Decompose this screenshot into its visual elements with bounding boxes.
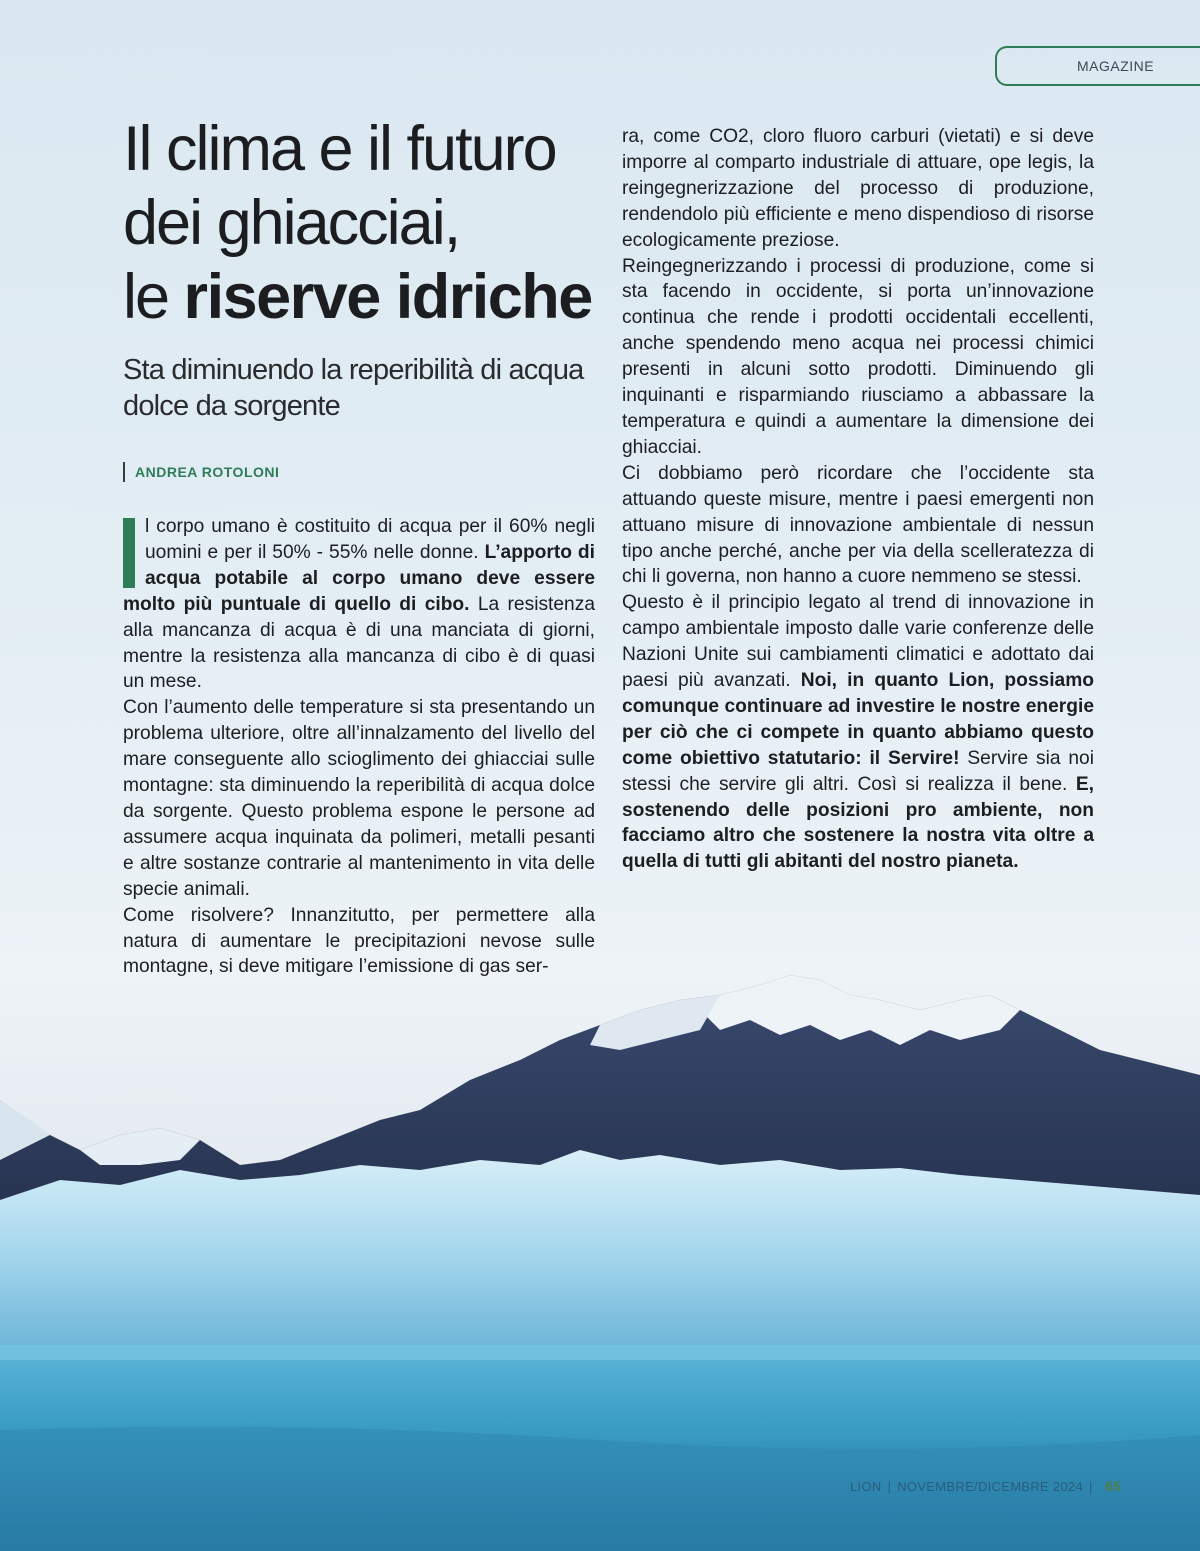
article-subtitle: Sta diminuendo la reperibilità di acqua dolce da sorgente — [123, 354, 584, 422]
paragraph-5: Reingegnerizzando i processi di produzione, come si sta facendo in occidente, si porta un’innovazione continua che rende i prodotti occidentali eccellenti, anche spendendo meno acqua nei processi chimici presenti in alcuni sotto prodotti. Diminuendo gli inquinanti e risparmiando riusciamo a abbassare la temperatura e quindi a aumentare la dimensione dei ghiacciai. — [622, 255, 1094, 458]
paragraph-3: Come risolvere? Innanzitutto, per permettere alla natura di aumentare le precipitazioni nevose sulle montagne, si deve mitigare l’emissione di gas ser- — [123, 904, 595, 978]
page-number: 65 — [1104, 1478, 1121, 1494]
paragraph-1 — [123, 514, 595, 695]
title-line-3-bold: riserve idriche — [183, 262, 592, 332]
p7-bold-2: E, sostenendo delle posizioni pro ambiente, non facciamo altro che sostenere la nostra vita oltre a quella di tutti gli abitanti del nostro pianeta. — [622, 773, 1094, 873]
article-column-1 — [123, 514, 595, 980]
p7-mid: Servire sia noi stessi che servire gli altri. Così si realizza il bene. — [622, 747, 1094, 795]
section-label: MAGAZINE — [1077, 58, 1155, 74]
paragraph-6: Ci dobbiamo però ricordare che l’occidente sta attuando queste misure, mentre i paesi emergenti non attuano misure di innovazione ambientale di nessun tipo anche perché, anche per via della scelleratezza di chi li governa, non hanno a cuore nemmeno se stessi. — [622, 462, 1094, 588]
title-line-2: dei ghiacciai, — [123, 188, 460, 258]
paragraph-7 — [622, 590, 1094, 875]
p1-end: La resistenza alla mancanza di acqua è di una manciata di giorni, mentre la resistenza alla mancanza di cibo è di quasi un mese. — [123, 593, 595, 693]
p1-start: l corpo umano è costituito di acqua per il 60% negli uomini e per il 50% - 55% nelle donne. — [145, 516, 595, 563]
paragraph-2: Con l’aumento delle temperature si sta presentando un problema ulteriore, oltre all’innalzamento del livello del mare conseguente allo scioglimento dei ghiacciai sulle montagne: sta diminuendo la reperibilità di acqua dolce da sorgente. Questo problema espone le persone ad assumere acqua inquinata da polimeri, metalli pesanti e altre sostanze contrarie al mantenimento in vita delle specie animali. — [123, 697, 595, 900]
page-footer: LION | NOVEMBRE/DICEMBRE 2024 | 65 — [850, 1478, 1121, 1494]
footer-magazine: LION — [850, 1479, 882, 1494]
p1-bold: L’apporto di acqua potabile al corpo umano deve essere molto più puntuale di quello di cibo. — [123, 541, 595, 615]
article-column-2 — [622, 124, 1094, 875]
article-title — [123, 112, 623, 334]
section-tab — [995, 46, 1200, 86]
title-line-3-light: le — [123, 262, 184, 332]
title-line-1: Il clima e il futuro — [123, 114, 556, 184]
paragraph-4: ra, come CO2, cloro fluoro carburi (vietati) e si deve imporre al comparto industriale di attuare, ope legis, la reingegnerizzazione del processo di produzione, rendendolo più efficiente e meno dispendioso di risorse ecologicamente preziose. — [622, 126, 1094, 251]
author-byline: ANDREA ROTOLONI — [123, 462, 279, 482]
p7-bold-1: Noi, in quanto Lion, possiamo comunque continuare ad investire le nostre energie per ciò che ci compete in quanto abbiamo questo come obiettivo statutario: il Servire! — [622, 670, 1095, 769]
footer-issue: NOVEMBRE/DICEMBRE 2024 — [897, 1479, 1083, 1494]
p7-start: Questo è il principio legato al trend di innovazione in campo ambientale imposto dalle varie conferenze delle Nazioni Unite sui cambiamenti climatici e adottato dai paesi più avanzati. — [622, 592, 1094, 692]
drop-cap-bar — [123, 518, 135, 588]
